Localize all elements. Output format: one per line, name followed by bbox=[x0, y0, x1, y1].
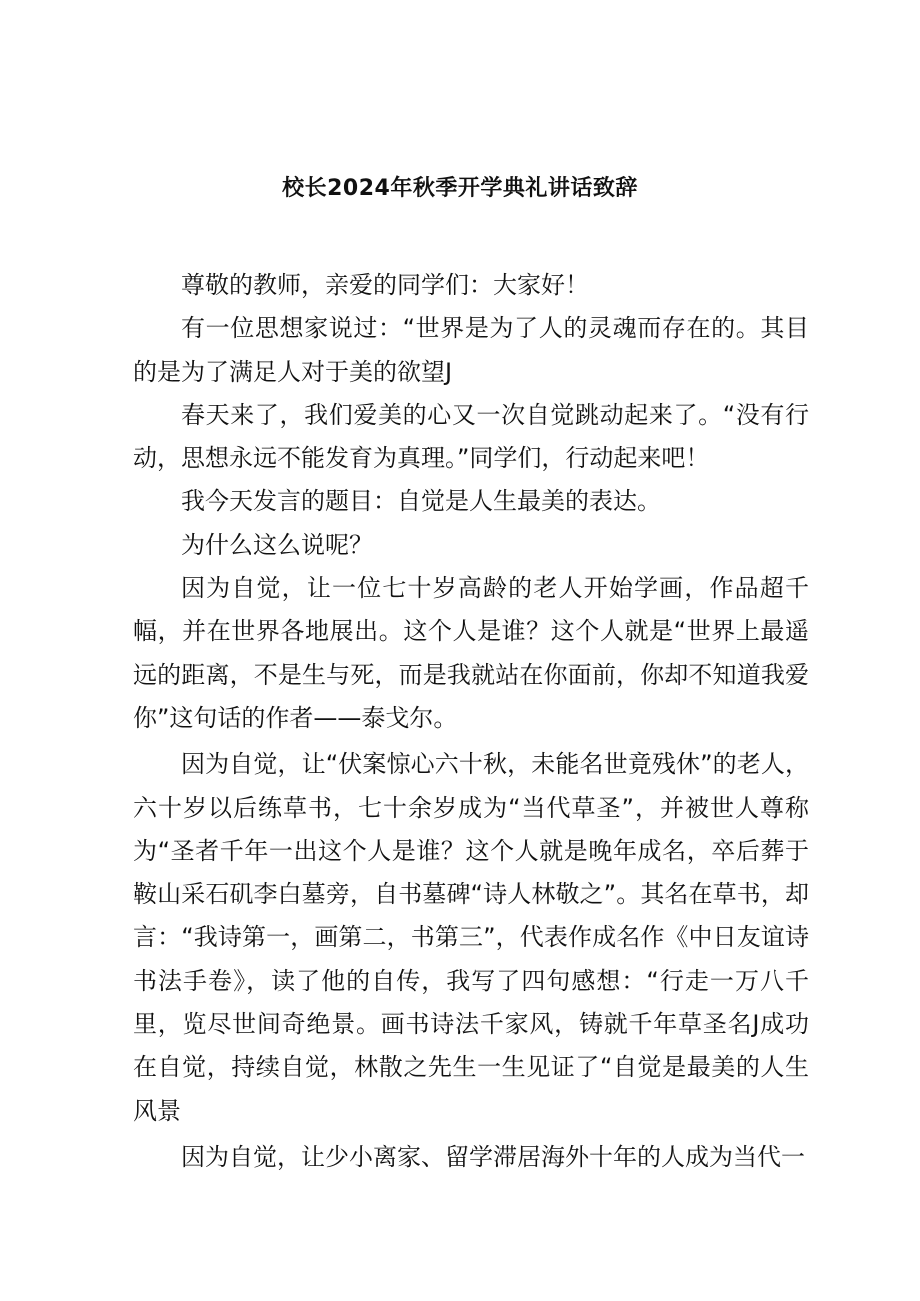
paragraph-quote-thinker: 有一位思想家说过：“世界是为了人的灵魂而存在的。其目的是为了满足人对于美的欲望J bbox=[133, 314, 809, 386]
paragraph-calligrapher: 因为自觉，让“伏案惊心六十秋，未能名世竟残休”的老人，六十岁以后练草书，七十余岁成为“当代草圣”，并被世人尊称为“圣者千年一出这个人是谁？这个人就是晚年成名，卒后葬于鞍山采石矶李白墓旁，自书墓碑“诗人林敬之”。其名在草书，却言：“我诗第一，画第二，书第三”，代表作成名作《中日友谊诗书法手卷》，读了他的自传，我写了四句感想：“行走一万八千里，览尽世间奇绝景。画书诗法千家风，铸就千年草圣名J成功在自觉，持续自觉，林散之先生一生见证了“自觉是最美的人生风景 bbox=[133, 750, 809, 1125]
document-title: 校长2024年秋季开学典礼讲话致辞 bbox=[282, 176, 638, 201]
paragraph-question: 为什么这么说呢？ bbox=[181, 530, 373, 559]
document-body bbox=[133, 264, 809, 1179]
paragraph-tagore: 因为自觉，让一位七十岁高龄的老人开始学画，作品超千幅，并在世界各地展出。这个人是谁？这个人就是“世界上最遥远的距离，不是生与死，而是我就站在你面前，你却不知道我爱你”这句话的作者——泰戈尔。 bbox=[133, 574, 809, 732]
paragraph-overseas: 因为自觉，让少小离家、留学滞居海外十年的人成为当代一 bbox=[181, 1142, 805, 1171]
paragraph-topic: 我今天发言的题目：自觉是人生最美的表达。 bbox=[181, 487, 661, 516]
paragraph-greeting: 尊敬的教师，亲爱的同学们：大家好！ bbox=[181, 271, 589, 299]
paragraph-spring: 春天来了，我们爱美的心又一次自觉跳动起来了。“没有行动，思想永远不能发育为真理。”同学们，行动起来吧！ bbox=[133, 400, 809, 473]
